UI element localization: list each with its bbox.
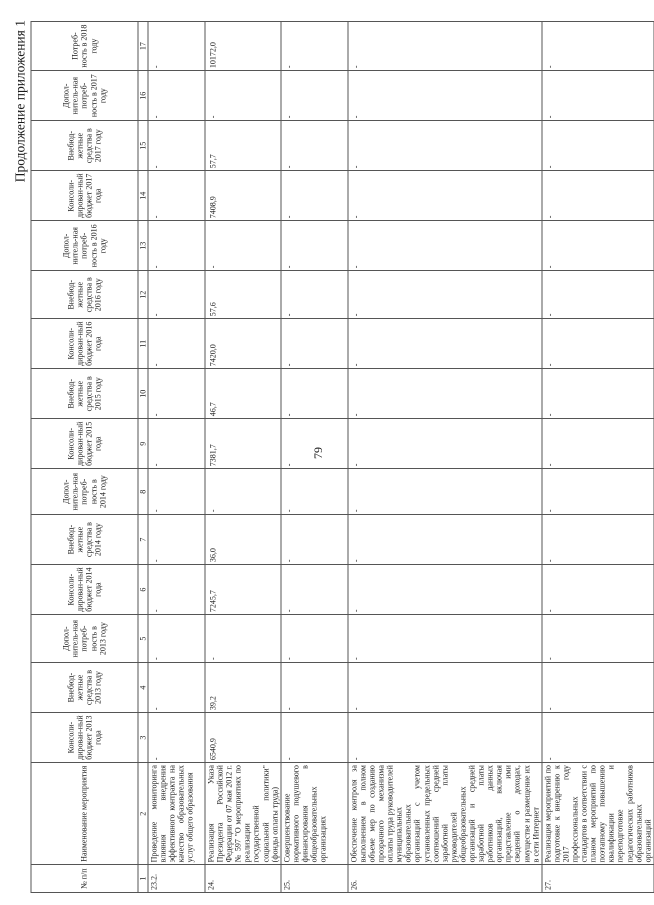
column-number: 7: [138, 515, 148, 565]
value-cell: -: [281, 419, 348, 469]
value-cell: 7245,7: [205, 565, 281, 615]
table-row: [348, 22, 542, 893]
value-cell: -: [281, 515, 348, 565]
value-cell: -: [348, 271, 542, 319]
value-cell: -: [148, 22, 205, 71]
budget-table: [31, 21, 654, 893]
value-cell: -: [148, 565, 205, 615]
value-cell: -: [205, 221, 281, 271]
value-cell: 39,2: [205, 663, 281, 713]
header-cell: Наименование мероприятия: [31, 763, 138, 865]
value-cell: -: [348, 565, 542, 615]
value-cell: -: [148, 663, 205, 713]
column-number: 9: [138, 419, 148, 469]
value-cell: -: [281, 22, 348, 71]
value-cell: -: [542, 615, 654, 663]
value-cell: 7420,0: [205, 319, 281, 369]
value-cell: 10172,0: [205, 22, 281, 71]
value-cell: -: [542, 121, 654, 171]
value-cell: -: [542, 419, 654, 469]
value-cell: -: [542, 369, 654, 419]
column-number: 6: [138, 565, 148, 615]
value-cell: -: [348, 419, 542, 469]
column-number: 2: [138, 763, 148, 865]
column-number: 14: [138, 171, 148, 221]
value-cell: -: [148, 71, 205, 121]
value-cell: -: [281, 713, 348, 763]
header-cell: Допол-нитель-ная потреб-ность в 2014 году: [31, 469, 138, 515]
row-number: 27.: [542, 865, 654, 893]
value-cell: -: [148, 271, 205, 319]
column-number: 1: [138, 865, 148, 893]
value-cell: -: [542, 71, 654, 121]
value-cell: -: [542, 22, 654, 71]
header-cell: Внебюд-жетные средства в 2013 году: [31, 663, 138, 713]
value-cell: -: [348, 121, 542, 171]
value-cell: -: [148, 319, 205, 369]
value-cell: -: [542, 713, 654, 763]
measure-name: Совершенствование нормативного подушевого финансирования в общеобразовательных организациях: [281, 763, 348, 865]
column-number: 8: [138, 469, 148, 515]
header-cell: Консоли-дирован-ный бюджет 2017 года: [31, 171, 138, 221]
value-cell: -: [148, 713, 205, 763]
column-number: 16: [138, 71, 148, 121]
value-cell: 46,7: [205, 369, 281, 419]
value-cell: -: [348, 615, 542, 663]
value-cell: -: [542, 663, 654, 713]
table-row: [542, 22, 654, 893]
row-number: 23.2.: [148, 865, 205, 893]
value-cell: -: [542, 515, 654, 565]
value-cell: -: [205, 469, 281, 515]
value-cell: -: [542, 221, 654, 271]
column-number: 15: [138, 121, 148, 171]
value-cell: -: [281, 71, 348, 121]
header-cell: Допол-нитель-ная потреб-ность в 2013 году: [31, 615, 138, 663]
value-cell: -: [281, 565, 348, 615]
measure-name: Реализация мероприятий по подготовке к внедрению к 2017 году профессиональных стандартов в соответствии с планом мероприятий по поэтапному повышению квалификации и переподготовке педагогических работников образовательных организаций: [542, 763, 654, 865]
value-cell: -: [348, 713, 542, 763]
row-number: 24.: [205, 865, 281, 893]
value-cell: -: [205, 71, 281, 121]
value-cell: -: [348, 221, 542, 271]
header-cell: Потреб-ность в 2018 году: [31, 22, 138, 71]
value-cell: -: [348, 469, 542, 515]
column-number: 10: [138, 369, 148, 419]
value-cell: -: [148, 221, 205, 271]
value-cell: -: [348, 369, 542, 419]
value-cell: -: [542, 565, 654, 615]
value-cell: -: [281, 469, 348, 515]
measure-name: Проведение мониторинга влияния внедрения эффективного контракта на качество образовательных услуг общего образования: [148, 763, 205, 865]
column-number-row: [138, 22, 148, 893]
value-cell: 7381,7: [205, 419, 281, 469]
value-cell: -: [148, 615, 205, 663]
value-cell: -: [281, 221, 348, 271]
value-cell: 57,7: [205, 121, 281, 171]
header-cell: Внебюд-жетные средства в 2016 году: [31, 271, 138, 319]
value-cell: -: [148, 171, 205, 221]
value-cell: 36,0: [205, 515, 281, 565]
value-cell: -: [281, 369, 348, 419]
value-cell: -: [348, 515, 542, 565]
column-number: 11: [138, 319, 148, 369]
value-cell: -: [281, 663, 348, 713]
value-cell: -: [281, 615, 348, 663]
table-row: [281, 22, 348, 893]
value-cell: 6540,9: [205, 713, 281, 763]
value-cell: -: [148, 369, 205, 419]
header-cell: Консоли-дирован-ный бюджет 2013 года: [31, 713, 138, 763]
value-cell: -: [348, 171, 542, 221]
header-cell: Консоли-дирован-ный бюджет 2014 года: [31, 565, 138, 615]
header-cell: Консоли-дирован-ный бюджет 2015 года: [31, 419, 138, 469]
header-cell: Внебюд-жетные средства в 2015 году: [31, 369, 138, 419]
measure-name: Обеспечение контроля за выполнением в полном объеме мер по созданию прозрачного механизма оплаты труда руководителей муниципальных образовательных организаций с учетом установленных предельных соотношений средней заработной платы руководителей общеобразовательных организаций и средней заработной платы работников данных организаций, включая представление ими сведений о доходах, имуществе и размещение их в сети Интернет: [348, 763, 542, 865]
column-number: 3: [138, 713, 148, 763]
value-cell: -: [148, 515, 205, 565]
value-cell: -: [281, 319, 348, 369]
value-cell: -: [348, 22, 542, 71]
page-number: 79: [311, 447, 325, 459]
column-number: 5: [138, 615, 148, 663]
row-number: 26.: [348, 865, 542, 893]
value-cell: -: [542, 171, 654, 221]
header-cell: Внебюд-жетные средства в 2017 году: [31, 121, 138, 171]
table-row: [205, 22, 281, 893]
row-number: 25.: [281, 865, 348, 893]
value-cell: -: [148, 419, 205, 469]
value-cell: -: [148, 121, 205, 171]
value-cell: -: [542, 271, 654, 319]
value-cell: 57,6: [205, 271, 281, 319]
value-cell: -: [205, 615, 281, 663]
header-row: [31, 22, 138, 893]
value-cell: -: [281, 171, 348, 221]
value-cell: -: [281, 271, 348, 319]
table-row: [148, 22, 205, 893]
column-number: 12: [138, 271, 148, 319]
column-number: 4: [138, 663, 148, 713]
header-cell: Допол-нитель-ная потреб-ность в 2016 году: [31, 221, 138, 271]
value-cell: -: [348, 663, 542, 713]
column-number: 13: [138, 221, 148, 271]
column-number: 17: [138, 22, 148, 71]
header-cell: Допол-нитель-ная потреб-ность в 2017 году: [31, 71, 138, 121]
value-cell: -: [542, 469, 654, 515]
value-cell: -: [348, 71, 542, 121]
value-cell: -: [542, 319, 654, 369]
value-cell: -: [348, 319, 542, 369]
value-cell: 7408,9: [205, 171, 281, 221]
header-cell: Консоли-дирован-ный бюджет 2016 года: [31, 319, 138, 369]
value-cell: -: [148, 469, 205, 515]
value-cell: -: [281, 121, 348, 171]
appendix-continuation-title: Продолжение приложения 1: [12, 20, 28, 183]
measure-name: Реализация Указа Президента Российской Федерации от 07 мая 2012 г. № 597 "О мероприятиях по реализации государственной социальной политики" (фонды оплаты труда): [205, 763, 281, 865]
header-cell: № п/п: [31, 865, 138, 893]
header-cell: Внебюд-жетные средства в 2014 году: [31, 515, 138, 565]
